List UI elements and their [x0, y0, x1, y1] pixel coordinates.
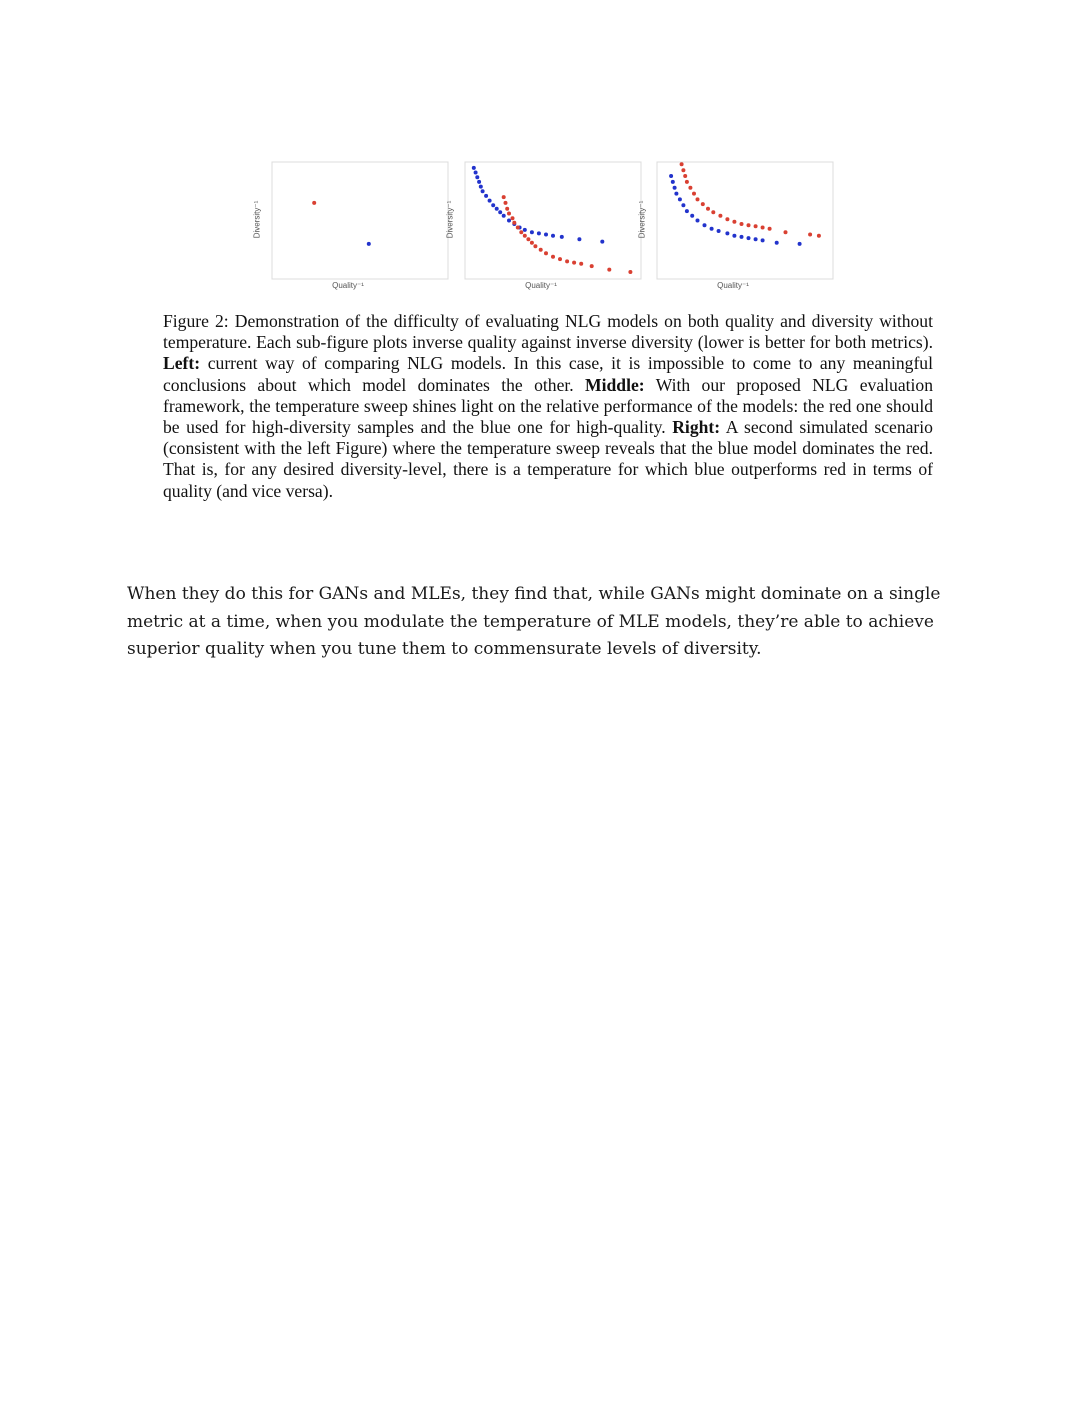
scatter-point [488, 199, 492, 203]
scatter-point [512, 221, 516, 225]
plot-frame [272, 162, 448, 279]
scatter-point [690, 214, 694, 218]
scatter-point [498, 210, 502, 214]
scatter-point [504, 201, 508, 205]
y-axis-label: Diversity⁻¹ [637, 200, 647, 238]
chart-middle [445, 0, 643, 300]
scatter-point [754, 237, 758, 241]
x-axis-label: Quality⁻¹ [332, 281, 364, 290]
scatter-point [577, 237, 581, 241]
scatter-point [710, 227, 714, 231]
plot-frame [657, 162, 833, 279]
figure-caption [163, 311, 933, 502]
y-axis-label: Diversity⁻¹ [445, 200, 455, 238]
scatter-point [505, 207, 509, 211]
scatter-point [526, 237, 530, 241]
scatter-point [579, 262, 583, 266]
scatter-point [798, 242, 802, 246]
scatter-point [516, 226, 520, 230]
scatter-point [761, 226, 765, 230]
scatter-point [572, 261, 576, 265]
scatter-point [560, 235, 564, 239]
scatter-point [551, 234, 555, 238]
scatter-point [673, 186, 677, 190]
scatter-point [495, 207, 499, 211]
scatter-point [701, 202, 705, 206]
scatter-point [681, 168, 685, 172]
scatter-point [312, 201, 316, 205]
scatter-point [484, 194, 488, 198]
caption-text-4: A second simulated scenario (consistent with the left Figure) where the temperature sweep reveals that the blue model dominates the red. That is, for any desired diversity-level, there is a temperature for which blue outperforms red in terms of quality (and vice versa). [163, 417, 933, 501]
scatter-point [502, 214, 506, 218]
scatter-point [817, 234, 821, 238]
x-axis-label: Quality⁻¹ [525, 281, 557, 290]
scatter-point [740, 222, 744, 226]
scatter-point [718, 214, 722, 218]
scatter-point [775, 241, 779, 245]
scatter-point [685, 180, 689, 184]
scatter-point [725, 217, 729, 221]
scatter-point [685, 209, 689, 213]
scatter-point [530, 230, 534, 234]
scatter-point [511, 216, 515, 220]
scatter-point [533, 244, 537, 248]
scatter-point [671, 180, 675, 184]
scatter-point [761, 238, 765, 242]
scatter-point [551, 255, 555, 259]
scatter-point [711, 210, 715, 214]
scatter-point [479, 185, 483, 189]
chart-left [252, 0, 450, 300]
scatter-point [519, 230, 523, 234]
chart-middle-svg [451, 0, 643, 300]
scatter-point [565, 259, 569, 263]
scatter-point [477, 180, 481, 184]
scatter-point [502, 195, 506, 199]
y-axis-label: Diversity⁻¹ [252, 200, 262, 238]
scatter-point [725, 231, 729, 235]
scatter-point [474, 171, 478, 175]
caption-text-3: With our proposed NLG evaluation framework, the temperature sweep shines light on the relative performance of the models: the red one should be used for high-diversity samples and the blue one for high-quality. [163, 374, 933, 438]
scatter-point [481, 189, 485, 193]
scatter-point [544, 233, 548, 237]
scatter-point [678, 197, 682, 201]
chart-right-svg [643, 0, 835, 300]
scatter-point [669, 174, 673, 178]
scatter-point [537, 231, 541, 235]
caption-middle-label: Middle: [585, 374, 645, 395]
scatter-point [628, 270, 632, 274]
scatter-point [491, 203, 495, 207]
plot-frame [465, 162, 641, 279]
scatter-point [507, 212, 511, 216]
scatter-point [472, 166, 476, 170]
scatter-point [747, 223, 751, 227]
body-paragraph: When they do this for GANs and MLEs, they find that, while GANs might dominate on a single metric at a time, when you modulate the temperature of MLE models, they’re able to achieve superior quality when you tune them to commensurate levels of diversity. [127, 584, 941, 659]
scatter-point [607, 268, 611, 272]
scatter-point [507, 219, 511, 223]
scatter-point [590, 264, 594, 268]
scatter-point [732, 220, 736, 224]
scatter-point [674, 192, 678, 196]
scatter-point [768, 227, 772, 231]
scatter-point [703, 223, 707, 227]
scatter-point [544, 251, 548, 255]
scatter-point [717, 229, 721, 233]
scatter-point [747, 236, 751, 240]
scatter-point [692, 192, 696, 196]
scatter-point [754, 224, 758, 228]
chart-right [637, 0, 835, 300]
scatter-point [688, 186, 692, 190]
caption-left-label: Left: [163, 353, 201, 374]
scatter-point [683, 174, 687, 178]
scatter-point [740, 235, 744, 239]
chart-left-svg [258, 0, 450, 300]
scatter-point [784, 230, 788, 234]
scatter-point [696, 219, 700, 223]
scatter-point [523, 234, 527, 238]
scatter-point [367, 242, 371, 246]
caption-right-label: Right: [672, 417, 721, 438]
scatter-point [558, 257, 562, 261]
x-axis-label: Quality⁻¹ [717, 281, 749, 290]
scatter-point [475, 175, 479, 179]
scatter-point [523, 228, 527, 232]
caption-text-2: current way of comparing NLG models. In this case, it is impossible to come to any meaningful conclusions about which model dominates the other. [163, 353, 933, 395]
scatter-point [732, 234, 736, 238]
scatter-point [530, 241, 534, 245]
scatter-point [680, 162, 684, 166]
caption-text-1: Figure 2: Demonstration of the difficulty of evaluating NLG models on both quality and diversity without temperature. Each sub-figure plots inverse quality against inverse diversity (lower is better for both metrics). [163, 311, 933, 353]
figure-2 [0, 0, 1080, 501]
scatter-point [706, 207, 710, 211]
scatter-point [696, 197, 700, 201]
scatter-point [808, 233, 812, 237]
scatter-point [539, 248, 543, 252]
scatter-point [600, 240, 604, 244]
scatter-point [681, 203, 685, 207]
